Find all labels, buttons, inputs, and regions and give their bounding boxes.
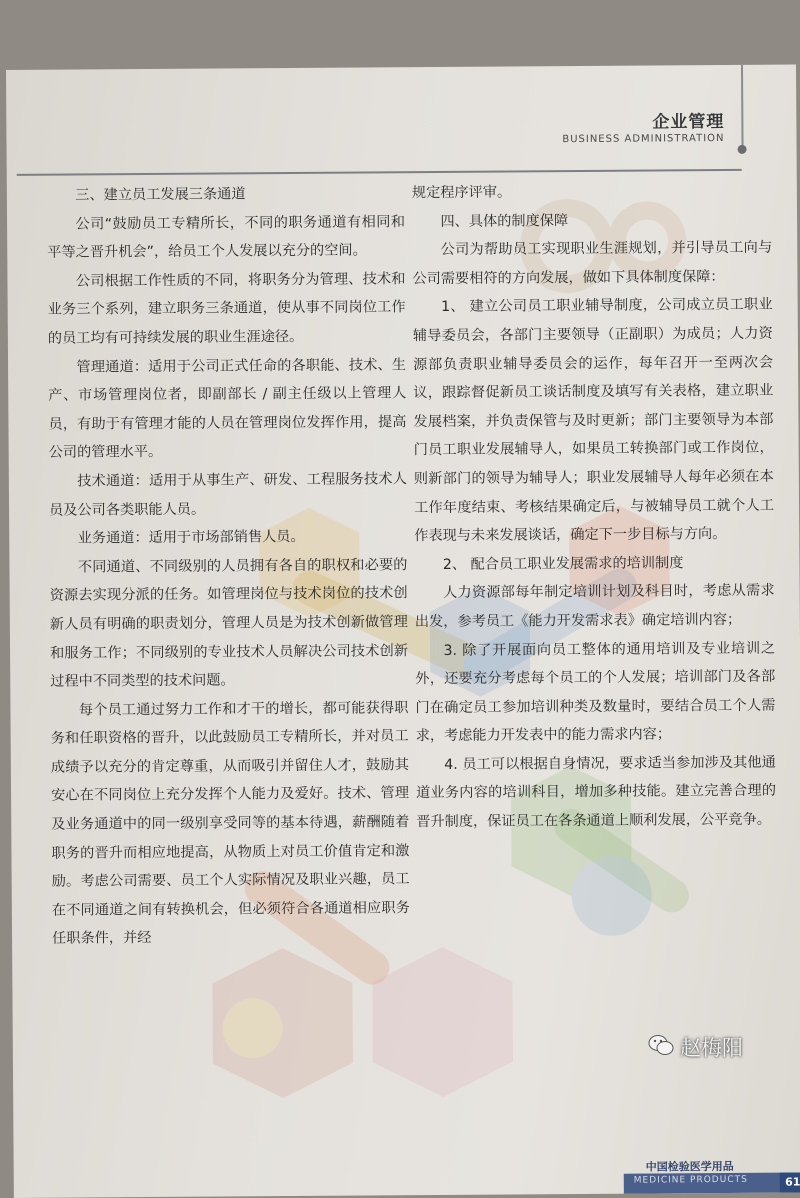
wechat-icon [648,1034,674,1056]
left-paragraph: 技术通道：适用于从事生产、研发、工程服务技术人员及公司各类职能人员。 [49,471,407,519]
section-title: 企业管理 [652,111,725,133]
page-number: 61 [780,1172,800,1192]
left-paragraph: 每个员工通过努力工作和才干的增长，都可能获得职务和任职资格的晋升，以此鼓励员工专精所长，并对员工成绩予以充分的肯定尊重，从而吸引并留住人才，鼓励其安心在不同岗位上充分发挥个人能力及爱好。技术、管理及业务通道中的同一级别享受同等的基本待遇，薪酬随着职务的晋升而相应地提高，从物质上对员工价值肯定和激励。考虑公司需要、员工个人实际情况及职业兴趣，员工在不同通道之间有转换机会，但必须符合各通道相应职务任职条件，并经 [50,699,410,948]
magazine-name: 中国检验医学用品 [645,1159,734,1174]
right-paragraph: 4. 员工可以根据自身情况，要求适当参加涉及其他通道业务内容的培训科目，增加多种技能。建立完善合理的晋升制度，保证员工在各条通道上顺利发展，公平竞争。 [416,754,777,831]
left-paragraph: 业务通道：适用于市场部销售人员。 [77,529,305,547]
left-paragraph: 不同通道、不同级别的人员拥有各自的职权和必要的资源去实现分派的任务。如管理岗位与技术岗位的技术创新人员有明确的职责划分，管理人员是为技术创新做管理和服务工作；不同级别的专业技术人员解决公司技术创新过程中不同类型的技术问题。 [49,556,409,690]
right-heading: 四、具体的制度保障 [440,212,569,230]
left-paragraph: 公司根据工作性质的不同，将职务分为管理、技术和业务三个系列，建立职务三条通道，使从事不同岗位工作的员工均有可持续发展的职业生涯途径。 [47,270,406,347]
right-paragraph: 人力资源部每年制定培训计划及科目时，考虑从需求出发，参考员工《能力开发需求表》确定培训内容； [414,582,775,631]
right-paragraph: 公司为帮助员工实现职业生涯规划，并引导员工向与公司需要相符的方向发展，做如下具体制度保障： [412,239,773,287]
right-paragraph: 2、 配合员工职业发展需求的培训制度 [442,555,684,573]
watermark-author: 赵梅阳 [680,1036,743,1060]
right-text-column [412,177,777,837]
left-heading: 三、建立员工发展三条通道 [75,186,246,204]
left-paragraph: 管理通道：适用于公司正式任命的各职能、技术、生产、市场管理岗位者，即副部长 / 副主任级以上管理人员，有助于有管理才能的人员在管理岗位发挥作用，提高公司的管理水平。 [48,356,407,462]
right-paragraph: 1、 建立公司员工职业辅导制度，公司成立员工职业辅导委员会，各部门主要领导（正副职）为成员；人力资源部负责职业辅导委员会的运作，每年召开一至两次会议，跟踪督促新员工谈话制度及填写有关表格，建立职业发展档案，并负责保管与及时更新；部门主要领导为本部门员工职业发展辅导人，如果员工转换部门或工作岗位，则新部门的领导为辅导人；职业发展辅导人每年必须在本工作年度结束、考核结果确定后，与被辅导员工就个人工作表现与未来发展谈话，确定下一步目标与方向。 [412,297,775,545]
left-text-column [47,179,410,954]
right-paragraph: 规定程序评审。 [411,184,512,202]
magazine-page [6,64,800,1197]
header-dot [738,145,747,154]
left-paragraph: 公司“鼓励员工专精所长，不同的职务通道有相同和平等之晋升机会”，给员工个人发展以充分的空间。 [47,213,406,261]
section-subtitle: BUSINESS ADMINISTRATION [562,132,725,146]
right-paragraph: 3. 除了开展面向员工整体的通用培训及专业培训之外，还要充分考虑每个员工的个人发展；培训部门及各部门在确定员工参加培训种类及数量时，要结合员工个人需求，考虑能力开发表中的能力需求内容； [415,640,776,745]
magazine-name-en: MEDICINE PRODUCTS [633,1174,748,1186]
